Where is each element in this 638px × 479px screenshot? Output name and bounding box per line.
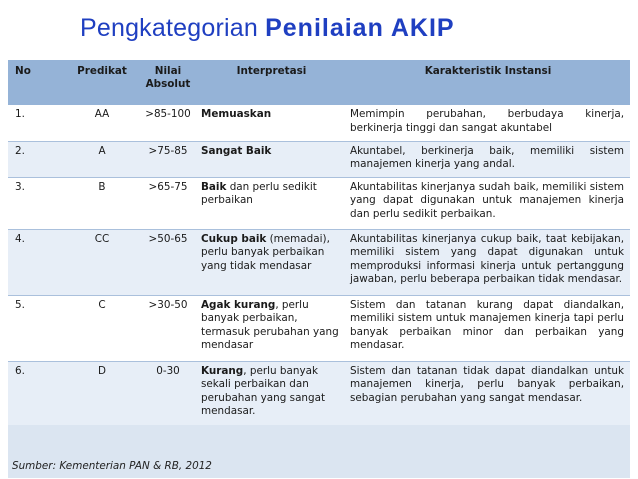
interpretasi-emphasis: Baik bbox=[201, 180, 227, 193]
table-row bbox=[8, 177, 630, 229]
cell-interpretasi bbox=[197, 105, 346, 141]
cell-karakteristik: Sistem dan tatanan tidak dapat diandalkan untuk manajemen kinerja, perlu banyak perbaikan, sebagian perubahan yang sangat mendasar. bbox=[346, 361, 630, 425]
interpretasi-emphasis: Sangat Baik bbox=[201, 144, 272, 157]
slide-title-part2: Penilaian AKIP bbox=[265, 14, 455, 42]
cell-karakteristik: Akuntabilitas kinerjanya cukup baik, taat kebijakan, memiliki sistem yang dapat digunakan untuk memproduksi informasi kinerja untuk pertanggung jawaban, perlu beberapa perbaikan tidak mendasar. bbox=[346, 229, 630, 295]
cell-predikat: A bbox=[65, 141, 139, 177]
table-row bbox=[8, 141, 630, 177]
cell-karakteristik: Akuntabilitas kinerjanya sudah baik, memiliki sistem yang dapat digunakan untuk manajemen kinerja dan perlu sedikit perbaikan. bbox=[346, 177, 630, 229]
interpretasi-text: dan perlu sedikit perbaikan bbox=[201, 180, 317, 207]
interpretasi-emphasis: Agak kurang bbox=[201, 298, 276, 311]
source-note: Sumber: Kementerian PAN & RB, 2012 bbox=[12, 460, 212, 472]
cell-karakteristik: Memimpin perubahan, berbudaya kinerja, berkinerja tinggi dan sangat akuntabel bbox=[346, 105, 630, 141]
cell-no: 2. bbox=[8, 141, 65, 177]
header-interpretasi: Interpretasi bbox=[197, 60, 346, 105]
interpretasi-emphasis: Kurang bbox=[201, 364, 244, 377]
slide-title bbox=[80, 14, 620, 43]
category-table bbox=[8, 60, 630, 425]
cell-no: 4. bbox=[8, 229, 65, 295]
cell-nilai: >50-65 bbox=[139, 229, 197, 295]
cell-nilai: >85-100 bbox=[139, 105, 197, 141]
cell-predikat: CC bbox=[65, 229, 139, 295]
header-karakteristik: Karakteristik Instansi bbox=[346, 60, 630, 105]
cell-no: 5. bbox=[8, 295, 65, 361]
cell-interpretasi bbox=[197, 295, 346, 361]
cell-nilai: >30-50 bbox=[139, 295, 197, 361]
table-header-row bbox=[8, 60, 630, 105]
category-table-frame bbox=[8, 60, 630, 478]
cell-interpretasi bbox=[197, 141, 346, 177]
slide-title-part1: Pengkategorian bbox=[80, 14, 266, 42]
cell-nilai: >75-85 bbox=[139, 141, 197, 177]
cell-interpretasi bbox=[197, 229, 346, 295]
interpretasi-text: , perlu banyak perbaikan, termasuk perubahan yang mendasar bbox=[201, 298, 339, 352]
cell-predikat: C bbox=[65, 295, 139, 361]
interpretasi-emphasis: Cukup baik bbox=[201, 232, 267, 245]
cell-interpretasi bbox=[197, 361, 346, 425]
cell-nilai: 0-30 bbox=[139, 361, 197, 425]
cell-predikat: B bbox=[65, 177, 139, 229]
table-row bbox=[8, 295, 630, 361]
interpretasi-text: , perlu banyak sekali perbaikan dan perubahan yang sangat mendasar. bbox=[201, 364, 326, 418]
cell-no: 6. bbox=[8, 361, 65, 425]
interpretasi-text: (memadai), perlu banyak perbaikan yang tidak mendasar bbox=[201, 232, 330, 272]
table-row bbox=[8, 361, 630, 425]
header-no: No bbox=[8, 60, 65, 105]
cell-no: 1. bbox=[8, 105, 65, 141]
cell-predikat: AA bbox=[65, 105, 139, 141]
interpretasi-emphasis: Memuaskan bbox=[201, 108, 272, 120]
cell-interpretasi bbox=[197, 177, 346, 229]
cell-nilai: >65-75 bbox=[139, 177, 197, 229]
table-row bbox=[8, 229, 630, 295]
cell-karakteristik: Sistem dan tatanan kurang dapat diandalkan, memiliki sistem untuk manajemen kinerja tapi perlu banyak perbaikan minor dan perbaikan yang mendasar. bbox=[346, 295, 630, 361]
cell-predikat: D bbox=[65, 361, 139, 425]
header-predikat: Predikat bbox=[65, 60, 139, 105]
cell-karakteristik: Akuntabel, berkinerja baik, memiliki sistem manajemen kinerja yang andal. bbox=[346, 141, 630, 177]
table-body bbox=[8, 105, 630, 425]
header-nilai-absolut: Nilai Absolut bbox=[139, 60, 197, 105]
cell-no: 3. bbox=[8, 177, 65, 229]
table-row bbox=[8, 105, 630, 141]
